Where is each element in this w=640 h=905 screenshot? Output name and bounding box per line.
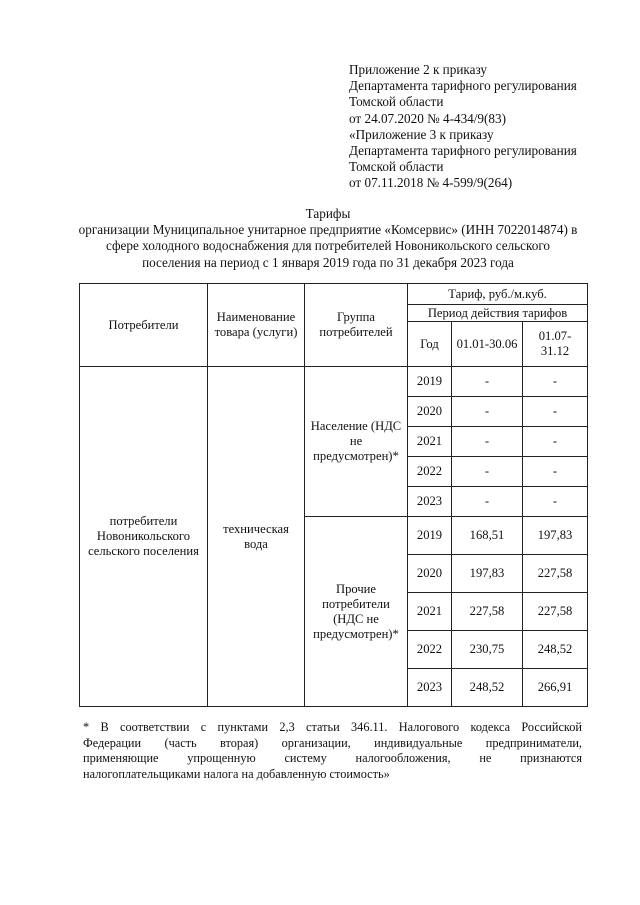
year-cell: 2020 [408, 555, 452, 593]
header-tariff: Тариф, руб./м.куб. [408, 284, 588, 305]
footnote-line: применяющие упрощенную систему налогообложения, не признаются [83, 751, 582, 766]
year-cell: 2020 [408, 397, 452, 427]
header-line: Томской области [349, 159, 444, 175]
tariff-cell: 197,83 [523, 517, 588, 555]
header-line: Приложение 2 к приказу [349, 62, 487, 77]
tariff-cell: 168,51 [452, 517, 523, 555]
header-half2: 01.07-31.12 [523, 322, 588, 367]
header-line: Департамента тарифного регулирования [349, 143, 577, 159]
tariff-cell: 248,52 [452, 669, 523, 707]
year-cell: 2021 [408, 427, 452, 457]
header-group: Группа потребителей [305, 284, 408, 367]
consumer-cell: потребители Новоникольского сельского поселения [80, 367, 208, 707]
tariff-cell: 248,52 [523, 631, 588, 669]
tariff-cell: - [523, 457, 588, 487]
year-cell: 2022 [408, 631, 452, 669]
header-line: от 07.11.2018 № 4-599/9(264) [349, 175, 513, 191]
tariff-cell: 266,91 [523, 669, 588, 707]
tariff-cell: 197,83 [452, 555, 523, 593]
tariff-cell: - [523, 367, 588, 397]
header-consumers: Потребители [80, 284, 208, 367]
year-cell: 2023 [408, 669, 452, 707]
year-cell: 2019 [408, 367, 452, 397]
tariff-cell: 230,75 [452, 631, 523, 669]
header-period: Период действия тарифов [408, 305, 588, 322]
footnote-line: налогоплательщиками налога на добавленную стоимость» [83, 766, 390, 781]
header-line: «Приложение 3 к приказу [349, 126, 494, 142]
header-line: от 24.07.2020 № 4-434/9(83) [349, 110, 506, 126]
tariff-cell: - [452, 487, 523, 517]
document-subtitle: организации Муниципальное унитарное предприятие «Комсервис» (ИНН 7022014874) в сфере холодного водоснабжения для потребителей Новоникольского сельского поселения на период с 1 января 2019 года по 31 декабря 2023 года [78, 222, 578, 270]
product-cell: техническая вода [208, 367, 305, 707]
tariff-cell: 227,58 [452, 593, 523, 631]
document-title: Тарифы [305, 206, 351, 221]
year-cell: 2019 [408, 517, 452, 555]
header-half1: 01.01-30.06 [452, 322, 523, 367]
year-cell: 2023 [408, 487, 452, 517]
header-line: Томской области [349, 94, 444, 110]
header-line: Департамента тарифного регулирования [349, 78, 577, 94]
tariff-cell: 227,58 [523, 555, 588, 593]
tariff-cell: - [523, 397, 588, 427]
header-year: Год [408, 322, 452, 367]
tariff-cell: - [452, 457, 523, 487]
tariff-cell: - [452, 427, 523, 457]
year-cell: 2021 [408, 593, 452, 631]
tariff-table [79, 283, 588, 707]
group-population: Население (НДС не предусмотрен)* [305, 367, 408, 517]
footnote-line: Федерации (часть вторая) организации, индивидуальные предприниматели, [83, 735, 582, 750]
year-cell: 2022 [408, 457, 452, 487]
footnote [83, 720, 582, 782]
tariff-cell: - [523, 487, 588, 517]
tariff-cell: - [523, 427, 588, 457]
tariff-cell: 227,58 [523, 593, 588, 631]
group-others: Прочие потребители (НДС не предусмотрен)* [305, 517, 408, 707]
order-header [349, 62, 629, 192]
header-product: Наименование товара (услуги) [208, 284, 305, 367]
tariff-cell: - [452, 397, 523, 427]
footnote-line: * В соответствии с пунктами 2,3 статьи 346.11. Налогового кодекса Российской [83, 720, 582, 734]
tariff-cell: - [452, 367, 523, 397]
